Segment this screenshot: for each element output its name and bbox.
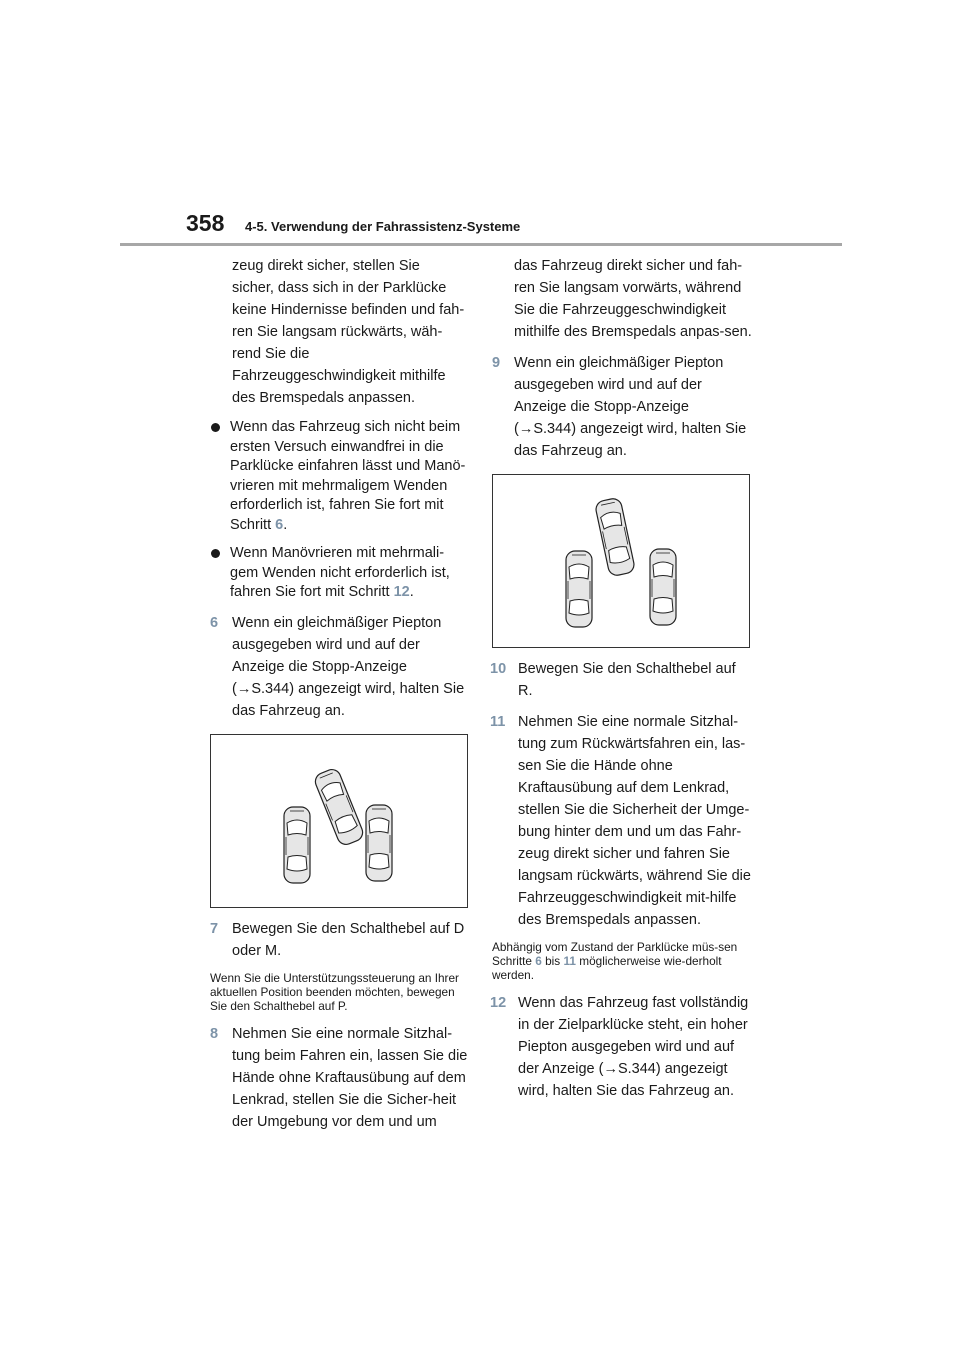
text-line: zeug direkt sicher, stellen Sie (232, 258, 420, 274)
own-car (313, 766, 366, 846)
parking-illustration-1 (210, 734, 468, 908)
step-number: 10 (490, 661, 507, 677)
step-text: Nehmen Sie eine normale Sitzhal-tung zum Rückwärtsfahren ein, las-sen Sie die Hände ohne Kraftausübung auf dem Lenkrad, stellen Sie die Sicherheit der Umge-bung hinter dem und um das Fahr-zeug direkt sicher und fahren Sie langsam rückwärts, während Sie die Fahrzeuggeschwindigkeit mit-hilfe des Bremspedals anpassen. (518, 714, 751, 928)
step-number: 6 (210, 614, 219, 631)
step-reference: 12 (393, 584, 410, 600)
bullet-text: Wenn das Fahrzeug sich nicht beim ersten Versuch einwandfrei in die Parklücke einfahren lässt und Manö-vrieren mit mehrmaligem Wenden erforderlich ist, fahren Sie fort mit Schritt (230, 419, 466, 533)
step-8 (210, 1023, 470, 1133)
text-line: sicher, dass sich in der Parklücke (232, 280, 447, 296)
step-reference: 6 (535, 954, 542, 968)
step-reference: 6 (275, 516, 284, 533)
text-line: ren Sie langsam rückwärts, wäh- (232, 324, 443, 340)
bullet-text: Wenn Manövrieren mit mehrmali-gem Wenden nicht erforderlich ist, fahren Sie fort mit Schritt (230, 545, 450, 600)
text-line: rend Sie die (232, 346, 310, 362)
parked-car-left (284, 807, 310, 883)
note: Wenn Sie die Unterstützungssteuerung an Ihrer aktuellen Position beenden möchten, bewegen Sie den Schalthebel auf P. (210, 970, 459, 1013)
step-number: 9 (492, 355, 501, 371)
step-text: Bewegen Sie den Schalthebel auf R. (518, 661, 736, 699)
step-text: Wenn ein gleichmäßiger Piepton ausgegeben wird und auf der Anzeige die Stopp-Anzeige (→S.344) angezeigt wird, halten Sie das Fahrzeug an. (514, 355, 747, 459)
parked-car-left (566, 551, 592, 627)
own-car (594, 497, 635, 577)
text-line: keine Hindernisse befinden und fah- (232, 302, 465, 318)
step-6 (210, 612, 470, 722)
step-number: 11 (490, 714, 506, 730)
parking-illustration-2 (492, 474, 750, 648)
header-divider (120, 243, 842, 246)
step-reference: 11 (563, 954, 576, 968)
step-9 (492, 352, 752, 462)
continuation-paragraph (210, 255, 470, 409)
step-text: Nehmen Sie eine normale Sitzhal-tung beim Fahren ein, lassen Sie die Hände ohne Kraftausübung auf dem Lenkrad, stellen Sie die Sicher-heit der Umgebung vor dem und um (232, 1025, 468, 1130)
bullet-icon (211, 423, 220, 432)
bullet-icon (211, 549, 220, 558)
right-column (492, 255, 752, 1111)
bullet-item: Wenn Manövrieren mit mehrmali-gem Wenden nicht erforderlich ist, fahren Sie fort mit Schritt 12. (210, 544, 470, 603)
step-number: 7 (210, 920, 219, 937)
step-7 (210, 918, 470, 962)
note-text: Abhängig vom Zustand der Parklücke müs-sen Schritte (492, 940, 738, 968)
bullet-item: Wenn das Fahrzeug sich nicht beim ersten Versuch einwandfrei in die Parklücke einfahren lässt und Manö-vrieren mit mehrmaligem Wenden erforderlich ist, fahren Sie fort mit Schritt 6. (210, 418, 470, 535)
continuation-paragraph: das Fahrzeug direkt sicher und fah-ren Sie langsam vorwärts, während Sie die Fahrzeuggeschwindigkeit mithilfe des Bremspedals anpas-sen. (514, 258, 752, 340)
text-line: des Bremspedals anpassen. (232, 390, 415, 406)
note-text: bis (545, 954, 561, 968)
step-number: 12 (490, 995, 507, 1011)
page-number: 358 (186, 210, 225, 236)
step-12 (492, 992, 752, 1102)
step-number: 8 (210, 1025, 219, 1042)
note (492, 940, 752, 982)
step-text: Wenn das Fahrzeug fast vollständig in der Zielparklücke steht, ein hoher Piepton ausgegeben wird und auf der Anzeige (→S.344) angezeigt wird, halten Sie das Fahrzeug an. (518, 995, 749, 1099)
left-column (210, 255, 470, 1142)
step-text: Wenn ein gleichmäßiger Piepton ausgegeben wird und auf der Anzeige die Stopp-Anzeige (→S.344) angezeigt wird, halten Sie das Fahrzeug an. (232, 614, 465, 719)
text-line: Fahrzeuggeschwindigkeit mithilfe (232, 368, 446, 384)
note-text: möglicherweise wie-derholt werden. (492, 954, 722, 982)
step-10 (492, 658, 752, 702)
section-title: 4-5. Verwendung der Fahrassistenz-Systeme (245, 219, 521, 234)
cars-diagram (493, 475, 749, 647)
parked-car-right (650, 549, 676, 625)
step-11 (492, 711, 752, 931)
step-text: Bewegen Sie den Schalthebel auf D oder M. (232, 920, 465, 959)
parked-car-right (366, 805, 392, 881)
cars-diagram (211, 735, 467, 907)
